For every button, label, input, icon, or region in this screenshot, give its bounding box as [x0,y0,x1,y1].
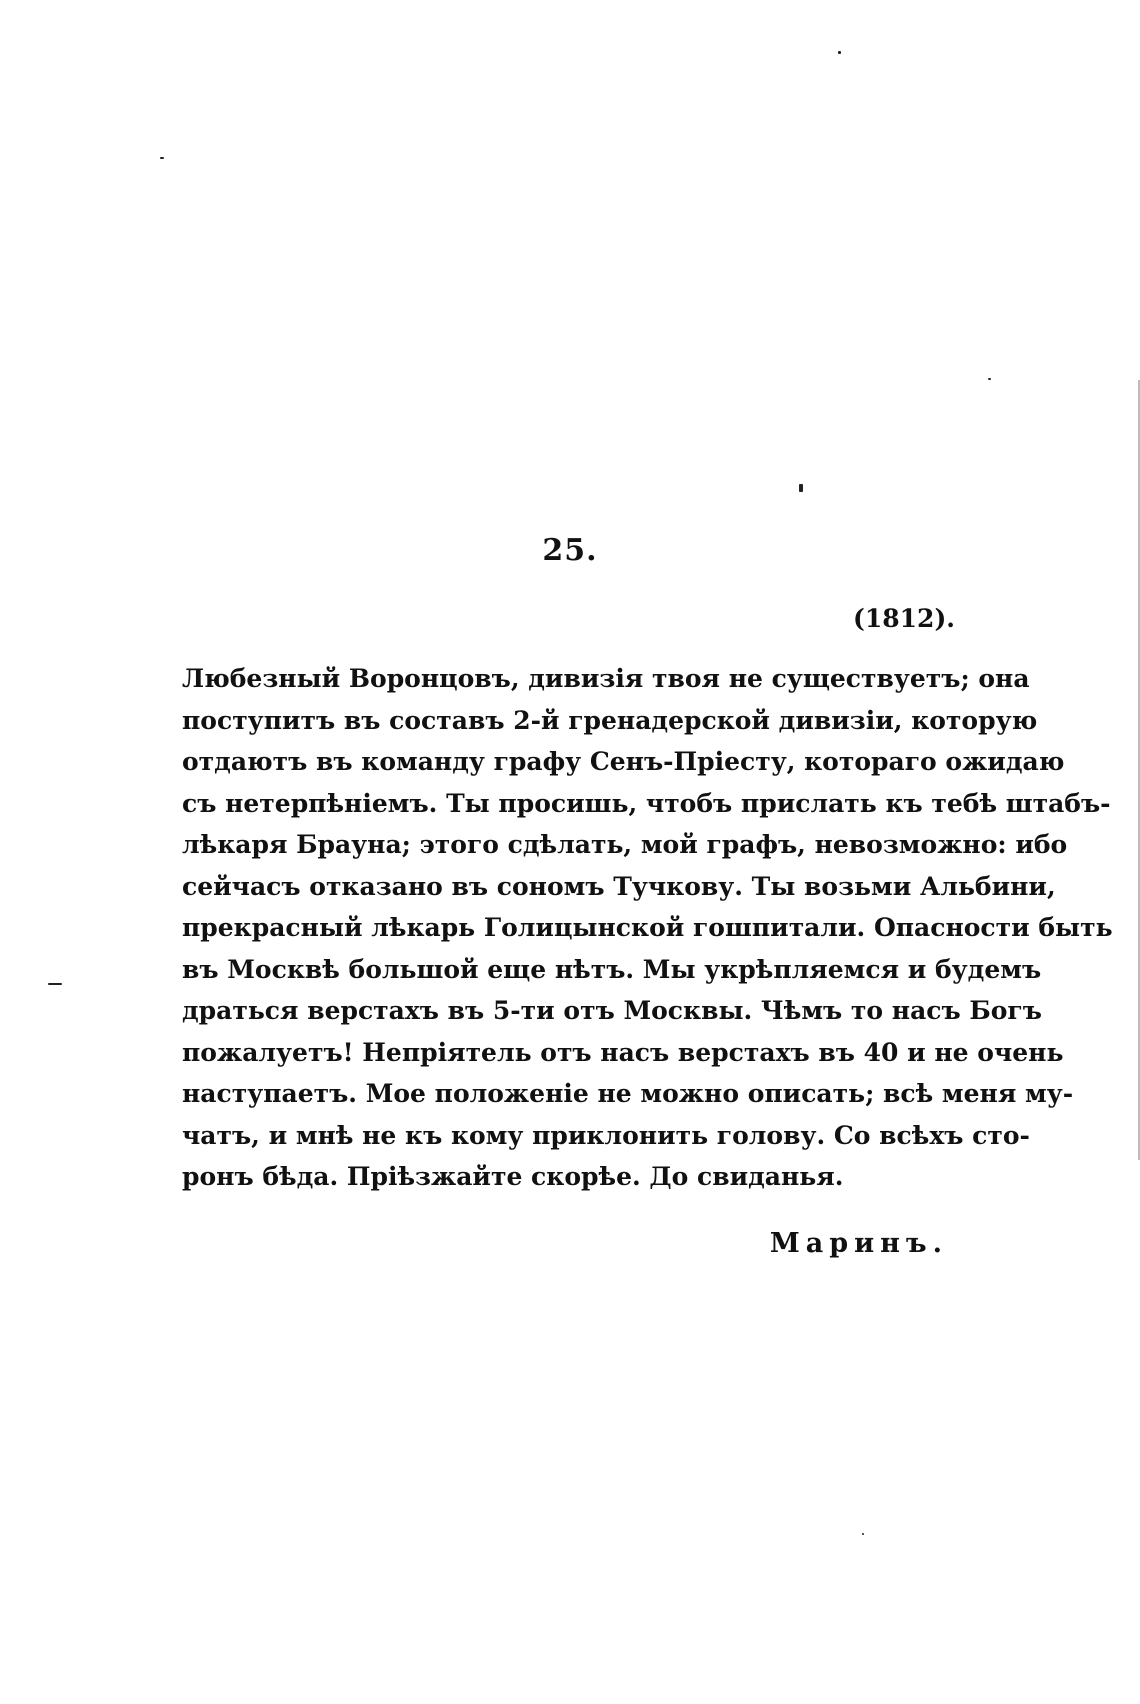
letter-date: (1812). [853,604,955,633]
letter-body [182,658,1113,1198]
body-line: съ нетерпѣніемъ. Ты просишь, чтобъ прислать къ тебѣ штабъ- [182,788,1111,818]
body-line: отдаютъ въ команду графу Сенъ-Пріесту, котораго ожидаю [182,747,1065,776]
scan-speck [799,484,803,492]
scan-speck [838,51,841,54]
body-line: въ Москвѣ большой еще нѣтъ. Мы укрѣпляемся и будемъ [182,954,1042,984]
body-line: пожалуетъ! Непріятель отъ насъ верстахъ въ 40 и не очень [182,1037,1064,1067]
body-line: драться верстахъ въ 5-ти отъ Москвы. Чѣмъ то насъ Богъ [182,996,1042,1025]
scan-speck [48,983,62,985]
body-line: ронъ бѣда. Пріѣзжайте скорѣе. До свиданья. [182,1162,844,1191]
body-line: наступаетъ. Мое положеніе не можно описать; всѣ меня му- [182,1079,1074,1108]
body-line: поступитъ въ составъ 2-й гренадерской дивизіи, которую [182,705,1038,735]
body-line: лѣкаря Брауна; этого сдѣлать, мой графъ, невозможно: ибо [182,830,1068,859]
signature: Маринъ. [769,1228,948,1259]
body-line: чатъ, и мнѣ не къ кому приклонить голову. Со всѣхъ сто- [182,1120,1030,1150]
scan-speck [160,157,164,159]
body-line: сейчасъ отказано въ сономъ Тучкову. Ты возьми Альбини, [182,871,1056,901]
letter-number: 25. [542,533,598,568]
scan-speck [988,378,991,380]
body-line: Любезный Воронцовъ, дивизія твоя не существуетъ; она [182,664,1030,693]
scan-speck [862,1533,864,1535]
body-line: прекрасный лѣкарь Голицынской гошпитали. Опасности быть [182,913,1113,942]
